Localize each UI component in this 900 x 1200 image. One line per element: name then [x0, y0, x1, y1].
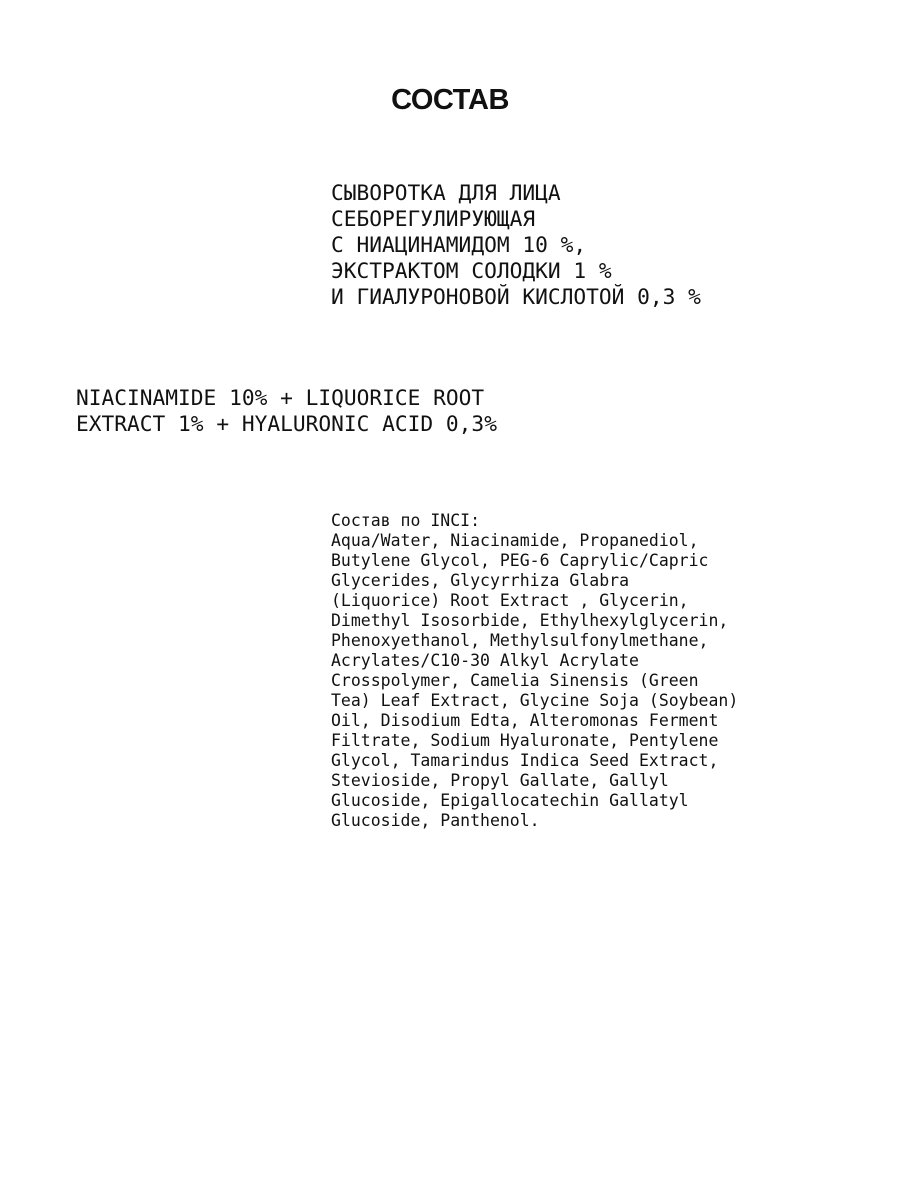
- inci-line: Crosspolymer, Camelia Sinensis (Green: [331, 671, 699, 690]
- page-title: СОСТАВ: [391, 84, 509, 116]
- inci-line: Glucoside, Panthenol.: [331, 811, 540, 830]
- inci-ingredients: [331, 511, 738, 831]
- inci-line: Dimethyl Isosorbide, Ethylhexylglycerin,: [331, 611, 729, 630]
- product-name-en: [76, 385, 497, 437]
- inci-line: Phenoxyethanol, Methylsulfonylmethane,: [331, 631, 709, 650]
- inci-line: Butylene Glycol, PEG-6 Caprylic/Capric: [331, 551, 709, 570]
- inci-label: Состав по INCI:: [331, 511, 481, 530]
- product-name-ru-line: С НИАЦИНАМИДОМ 10 %,: [331, 232, 587, 257]
- inci-line: Oil, Disodium Edta, Alteromonas Ferment: [331, 711, 719, 730]
- product-name-ru-line: СЫВОРОТКА ДЛЯ ЛИЦА: [331, 180, 561, 205]
- product-name-en-line: NIACINAMIDE 10% + LIQUORICE ROOT: [76, 385, 485, 410]
- inci-line: Stevioside, Propyl Gallate, Gallyl: [331, 771, 669, 790]
- inci-line: Glycerides, Glycyrrhiza Glabra: [331, 571, 630, 590]
- product-name-ru-line: ЭКСТРАКТОМ СОЛОДКИ 1 %: [331, 258, 612, 283]
- product-name-ru-line: И ГИАЛУРОНОВОЙ КИСЛОТОЙ 0,3 %: [331, 284, 701, 309]
- inci-line: Tea) Leaf Extract, Glycine Soja (Soybean): [331, 691, 739, 710]
- product-name-en-line: EXTRACT 1% + HYALURONIC ACID 0,3%: [76, 411, 497, 436]
- inci-line: (Liquorice) Root Extract , Glycerin,: [331, 591, 689, 610]
- product-name-ru-line: СЕБОРЕГУЛИРУЮЩАЯ: [331, 206, 536, 231]
- inci-line: Filtrate, Sodium Hyaluronate, Pentylene: [331, 731, 719, 750]
- inci-line: Glycol, Tamarindus Indica Seed Extract,: [331, 751, 719, 770]
- inci-line: Acrylates/C10-30 Alkyl Acrylate: [331, 651, 639, 670]
- inci-line: Aqua/Water, Niacinamide, Propanediol,: [331, 531, 699, 550]
- inci-line: Glucoside, Epigallocatechin Gallatyl: [331, 791, 689, 810]
- product-name-ru: [331, 180, 701, 310]
